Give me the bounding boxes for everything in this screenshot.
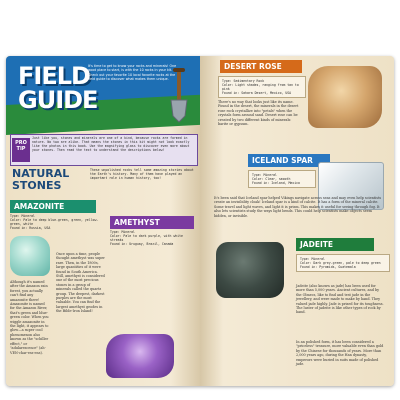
amethyst-stone-image	[106, 334, 174, 378]
shovel-icon	[164, 68, 194, 124]
jadeite-found: Found in: Pyramids, Guatemala	[300, 265, 356, 269]
amethyst-type: Type: Mineral	[110, 230, 135, 234]
iceland-spar-found: Found in: Iceland, Mexico	[252, 181, 300, 185]
amethyst-info	[110, 230, 196, 246]
iceland-spar-color: Color: Clear, smooth	[252, 177, 291, 181]
jadeite-type: Type: Mineral	[300, 257, 325, 261]
iceland-spar-info	[248, 170, 316, 188]
desert-rose-color: Color: Light shades, ranging from tan to pink	[222, 83, 299, 91]
amazonite-color: Color: Pale to deep blue-green, green, yellow-green, white	[10, 218, 99, 226]
amazonite-label: AMAZONITE	[10, 200, 96, 213]
amethyst-text: Once upon a time, people thought amethyst was super rare. Then, in the 1800s, large quantities of it were found in South America. Still, amethyst is considered one of the most precious stones in a group of minerals called the quartz group. The deepest, darkest purples are the most valuable. You can find the largest amethyst geodes in the Bible-Iron Island!	[56, 252, 105, 314]
desert-rose-text: There's no way that looks just like its name. Found in the desert, the minerals in the desert rose rock crystallize into "petals" when the crystals form around sand. Desert rose can be created by two different kinds of minerals: barite or gypsum.	[218, 100, 299, 127]
amazonite-type: Type: Mineral	[10, 214, 35, 218]
desert-rose-stone-image	[308, 66, 382, 128]
iceland-spar-type: Type: Mineral	[252, 173, 277, 177]
amazonite-info	[10, 214, 102, 230]
pro-tip-text: Just like you, stones and minerals are one of a kind, because rocks are formed in nature. No two are alike. That means the stones in this kit might not look exactly like the photos in this book. Use the magnifying glass to discover even more about your stones. Then read the text to understand the descriptions below!	[32, 136, 190, 152]
desert-rose-info	[218, 76, 306, 98]
jadeite-stone-image	[216, 242, 284, 298]
field-guide-intro: It's time to get to know your rocks and minerals! One good place to start, is with the 10 rocks in your kit. Check out your favorite 10 local favorite rocks at the field guide to discover what makes them unique.	[88, 64, 177, 81]
desert-rose-type: Type: Sedimentary Rock	[222, 79, 265, 83]
amethyst-label: AMETHYST	[110, 216, 194, 229]
jadeite-text: Jadeite (also known as jade) has been used for more than 5,000 years. Ancient cultures, and by the Olmecs, like to find and test jade in the jewellery, and were made to make by hand. They valued jade highly. Jade is prized for its toughness. The luster of jadeite is like other types of rock by hand.	[296, 284, 384, 315]
right-page	[200, 56, 394, 386]
jadeite-info	[296, 254, 390, 272]
pro-tip-badge: PRO TIP	[12, 138, 30, 162]
amethyst-color: Color: Pale to dark purple, with white streaks	[110, 234, 183, 242]
desert-rose-found: Found in: Sahara Desert, Mexico, USA	[222, 91, 292, 95]
iceland-spar-label: ICELAND SPAR	[248, 154, 330, 167]
jadeite-label: JADEITE	[296, 238, 374, 251]
natural-stones-title: NATURAL STONES	[12, 167, 70, 192]
iceland-spar-text: It's been said that Iceland spar helped Vikings navigate across seas and may even help scientists create an invisibility cloak! Iceland spar is a kind of calcite. It has a form of the mineral calcite. Some travel and light waves, and light it is prism. This makes it useful for seeing through fog. It also lets scientists study the ways light bends. This could help scientists make objects seem hidden, or invisible.	[214, 196, 382, 218]
amazonite-found: Found in: Russia, USA	[10, 226, 51, 230]
jadeite-color: Color: Dark grey-green, pale to deep green	[300, 261, 381, 265]
desert-rose-label: DESERT ROSE	[220, 60, 302, 73]
natural-stones-text: These unpolished rocks tell some amazing stories about the Earth's history. Many of them have played an important role in human history, too!	[90, 168, 194, 180]
open-book	[6, 56, 394, 386]
jadeite-text-2: In an polished form, it has been considered a "priceless" treasure, more valuable even than gold by the Chinese for thousands of years. More than 2,000 years ago, during the Han dynasty, emperors were buried in suits made of polished jade.	[296, 340, 384, 367]
field-guide-title: FIELD GUIDE	[18, 62, 98, 114]
amazonite-stone-image	[10, 236, 50, 276]
amethyst-found: Found in: Uruguay, Brazil, Canada	[110, 242, 174, 246]
left-page	[6, 56, 200, 386]
amazonite-text: Although it's named after the Amazon rain forest, you actually can't find any amazonite there! Amazonite is named for the Amazon River, that's green and blue-green color. When you wiggle amazonite in the light, it appears to glow—a super cool phenomenon also known as the "schiller effect," or "adularescence" (ah-VEN-char-ess-ens).	[10, 280, 49, 355]
